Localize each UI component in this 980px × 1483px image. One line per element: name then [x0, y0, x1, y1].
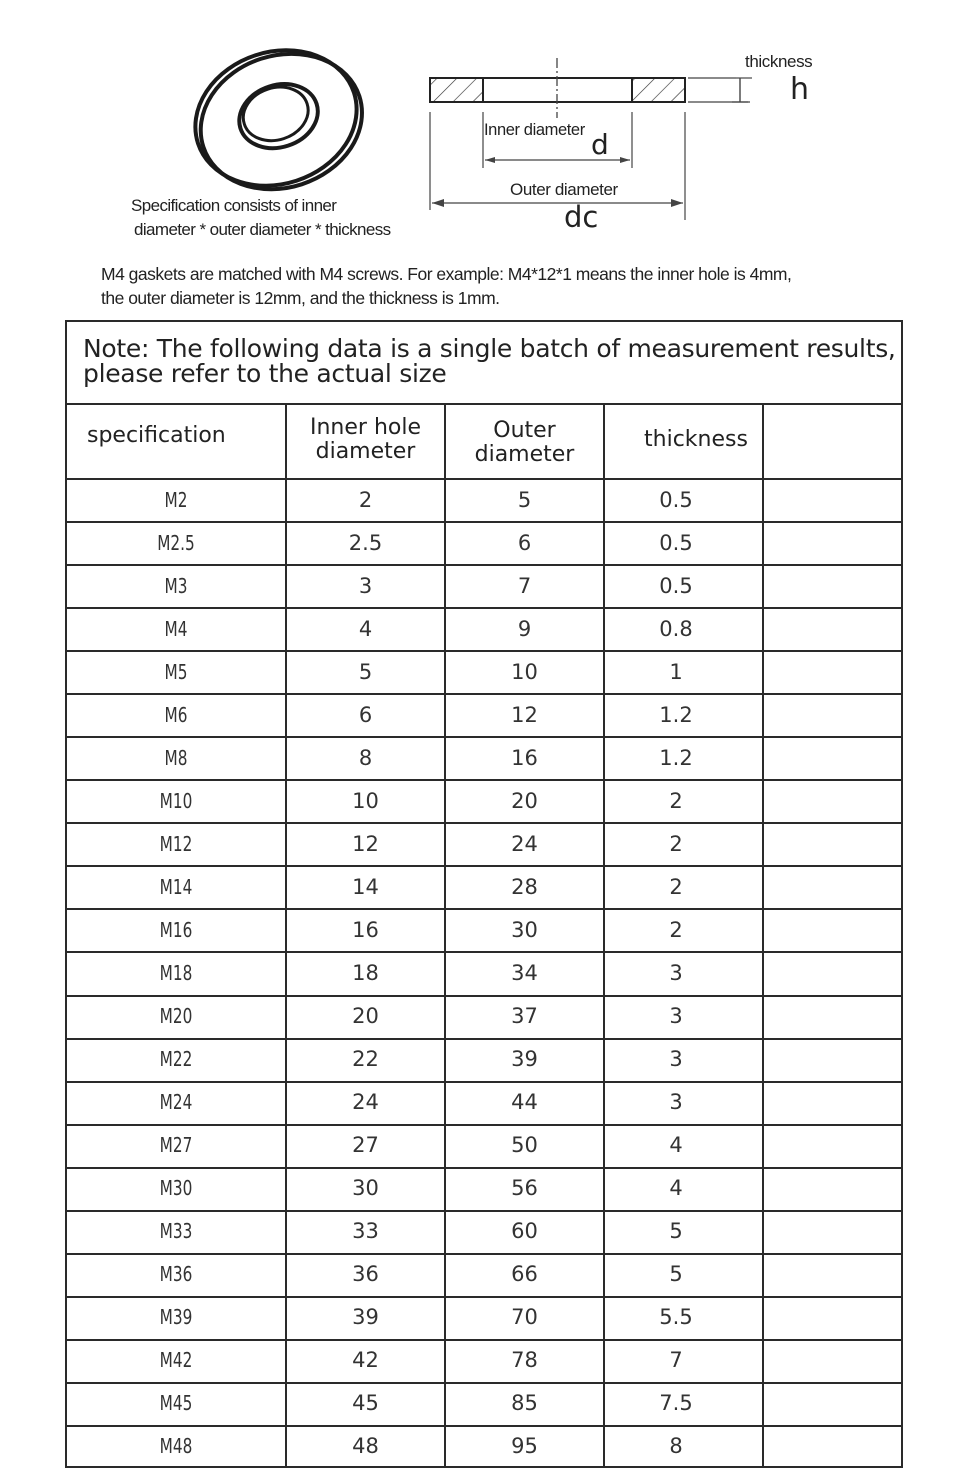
cell-thickness: 0.5: [659, 531, 693, 555]
cell-specification: M22: [159, 1047, 193, 1071]
intro-line2: the outer diameter is 12mm, and the thickness is 1mm.: [101, 288, 500, 308]
header-inner-line2: diameter: [315, 439, 416, 464]
cell-inner-diameter: 39: [352, 1305, 379, 1329]
cell-outer-diameter: 24: [511, 832, 538, 856]
intro-text: [101, 262, 791, 310]
cell-inner-diameter: 36: [352, 1262, 379, 1286]
cell-inner-diameter: 20: [352, 1004, 379, 1028]
note-line2: please refer to the actual size: [83, 359, 447, 388]
cell-specification: M4: [164, 617, 188, 641]
header-outer-line2: diameter: [474, 442, 575, 467]
row-divider: [65, 564, 903, 566]
intro-line1: M4 gaskets are matched with M4 screws. For example: M4*12*1 means the inner hole is 4mm,: [101, 264, 792, 284]
cell-outer-diameter: 39: [511, 1047, 538, 1071]
cell-thickness: 1.2: [659, 746, 693, 770]
cell-thickness: 2: [669, 832, 683, 856]
cell-specification: M18: [159, 961, 193, 985]
cell-inner-diameter: 18: [352, 961, 379, 985]
cell-outer-diameter: 12: [511, 703, 538, 727]
row-divider: [65, 1382, 903, 1384]
cell-outer-diameter: 9: [517, 617, 532, 641]
row-divider: [65, 1038, 903, 1040]
cell-inner-diameter: 45: [352, 1391, 379, 1415]
cell-outer-diameter: 85: [511, 1391, 538, 1415]
cell-outer-diameter: 30: [511, 918, 538, 942]
header-bottom-divider: [65, 478, 903, 480]
cell-outer-diameter: 37: [511, 1004, 538, 1028]
dc-symbol: dc: [564, 200, 599, 234]
cell-inner-diameter: 5: [358, 660, 373, 684]
cell-outer-diameter: 6: [517, 531, 532, 555]
cell-outer-diameter: 5: [517, 488, 532, 512]
cell-inner-diameter: 6: [358, 703, 373, 727]
row-divider: [65, 1296, 903, 1298]
inner-diameter-label: Inner diameter: [484, 121, 585, 139]
row-divider: [65, 908, 903, 910]
row-divider: [65, 1124, 903, 1126]
h-symbol: h: [790, 72, 810, 107]
cell-outer-diameter: 56: [511, 1176, 538, 1200]
cell-specification: M36: [159, 1262, 193, 1286]
cell-specification: M14: [159, 875, 193, 899]
cell-inner-diameter: 2: [358, 488, 373, 512]
cell-outer-diameter: 78: [511, 1348, 538, 1372]
cell-specification: M48: [159, 1434, 193, 1458]
cell-inner-diameter: 12: [352, 832, 379, 856]
row-divider: [65, 1253, 903, 1255]
cell-specification: M12: [159, 832, 193, 856]
cell-inner-diameter: 24: [352, 1090, 379, 1114]
cell-inner-diameter: 4: [358, 617, 373, 641]
header-inner-line1: Inner hole: [310, 415, 421, 440]
header-specification: specification: [87, 423, 226, 448]
header-outer-line1: Outer: [493, 418, 556, 443]
cell-outer-diameter: 7: [517, 574, 532, 598]
header-top-divider: [65, 403, 903, 405]
row-divider: [65, 995, 903, 997]
cell-outer-diameter: 95: [511, 1434, 538, 1458]
cell-specification: M24: [159, 1090, 193, 1114]
header-outer-diameter: [446, 419, 603, 467]
row-divider: [65, 1425, 903, 1427]
cell-inner-diameter: 27: [352, 1133, 379, 1157]
cell-specification: M27: [159, 1133, 193, 1157]
cell-specification: M5: [164, 660, 188, 684]
row-divider: [65, 521, 903, 523]
cell-outer-diameter: 20: [511, 789, 538, 813]
cell-thickness: 2: [669, 789, 683, 813]
cell-outer-diameter: 60: [511, 1219, 538, 1243]
d-symbol: d: [591, 128, 609, 161]
cell-specification: M2: [164, 488, 188, 512]
cell-specification: M45: [159, 1391, 193, 1415]
cell-outer-diameter: 50: [511, 1133, 538, 1157]
cell-specification: M3: [164, 574, 188, 598]
cell-thickness: 1: [669, 660, 683, 684]
cell-thickness: 5: [669, 1219, 683, 1243]
cell-thickness: 3: [669, 1090, 683, 1114]
cell-specification: M30: [159, 1176, 193, 1200]
cell-thickness: 0.5: [659, 574, 693, 598]
cell-inner-diameter: 42: [352, 1348, 379, 1372]
thickness-label: thickness: [745, 52, 813, 71]
cell-inner-diameter: 48: [352, 1434, 379, 1458]
cell-thickness: 7: [669, 1348, 683, 1372]
row-divider: [65, 951, 903, 953]
cell-inner-diameter: 14: [352, 875, 379, 899]
cell-specification: M10: [159, 789, 193, 813]
row-divider: [65, 693, 903, 695]
row-divider: [65, 1081, 903, 1083]
row-divider: [65, 1339, 903, 1341]
cell-thickness: 2: [669, 875, 683, 899]
header-thickness: thickness: [644, 427, 748, 452]
row-divider: [65, 1167, 903, 1169]
cell-outer-diameter: 28: [511, 875, 538, 899]
cell-specification: M16: [159, 918, 193, 942]
cell-inner-diameter: 10: [352, 789, 379, 813]
column-divider-4: [762, 403, 764, 1468]
cell-outer-diameter: 10: [511, 660, 538, 684]
cell-inner-diameter: 33: [352, 1219, 379, 1243]
cell-outer-diameter: 70: [511, 1305, 538, 1329]
washer-perspective-icon: [178, 29, 380, 211]
row-divider: [65, 822, 903, 824]
note-line1: Note: The following data is a single batch of measurement results,: [83, 334, 896, 363]
specification-caption-line2: diameter * outer diameter * thickness: [134, 220, 391, 239]
specification-caption: [131, 194, 391, 242]
cell-thickness: 5: [669, 1262, 683, 1286]
cell-thickness: 4: [669, 1133, 683, 1157]
cell-thickness: 8: [669, 1434, 683, 1458]
row-divider: [65, 736, 903, 738]
specification-caption-line1: Specification consists of inner: [131, 196, 337, 215]
cell-specification: M2.5: [157, 531, 195, 555]
row-divider: [65, 865, 903, 867]
outer-diameter-label: Outer diameter: [510, 180, 618, 199]
row-divider: [65, 1210, 903, 1212]
cell-inner-diameter: 8: [358, 746, 373, 770]
cell-specification: M42: [159, 1348, 193, 1372]
cell-specification: M33: [159, 1219, 193, 1243]
cell-specification: M8: [164, 746, 188, 770]
cell-thickness: 3: [669, 1047, 683, 1071]
cell-thickness: 1.2: [659, 703, 693, 727]
cell-thickness: 3: [669, 961, 683, 985]
cell-thickness: 5.5: [659, 1305, 693, 1329]
cell-inner-diameter: 22: [352, 1047, 379, 1071]
header-inner-hole-diameter: [287, 416, 444, 464]
cell-inner-diameter: 2.5: [348, 531, 383, 555]
cell-inner-diameter: 16: [352, 918, 379, 942]
row-divider: [65, 779, 903, 781]
cell-outer-diameter: 66: [511, 1262, 538, 1286]
cell-specification: M6: [164, 703, 188, 727]
cell-thickness: 4: [669, 1176, 683, 1200]
cell-thickness: 7.5: [659, 1391, 693, 1415]
cell-outer-diameter: 44: [511, 1090, 538, 1114]
cell-thickness: 2: [669, 918, 683, 942]
row-divider: [65, 650, 903, 652]
cell-outer-diameter: 16: [511, 746, 538, 770]
cell-thickness: 3: [669, 1004, 683, 1028]
measurement-note: [83, 336, 896, 386]
cell-specification: M39: [159, 1305, 193, 1329]
cell-thickness: 0.5: [659, 488, 693, 512]
cell-inner-diameter: 30: [352, 1176, 379, 1200]
row-divider: [65, 607, 903, 609]
cell-inner-diameter: 3: [358, 574, 373, 598]
cell-outer-diameter: 34: [511, 961, 538, 985]
cell-thickness: 0.8: [659, 617, 693, 641]
cell-specification: M20: [159, 1004, 193, 1028]
